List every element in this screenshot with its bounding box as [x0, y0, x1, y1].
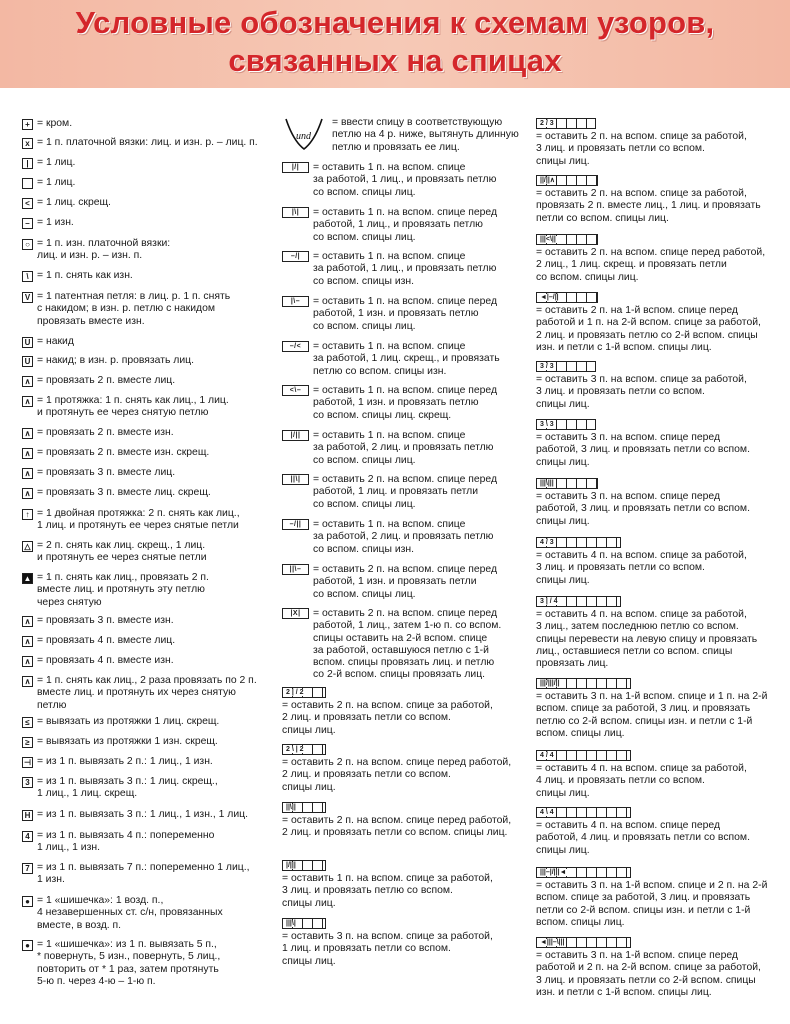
stitch-symbol-icon: ∧: [22, 376, 33, 387]
legend-item: [22, 355, 194, 367]
cable-symbol-icon: –/||: [282, 519, 309, 530]
legend-description: = 1 лиц.: [37, 177, 76, 188]
legend-description: = провязать 2 п. вместе лиц.: [37, 375, 176, 386]
legend-description: = 1 п. платочной вязки: лиц. и изн. р. – лиц. п.: [37, 137, 258, 148]
stitch-symbol-icon: ●: [22, 940, 33, 951]
legend-item: [282, 687, 493, 737]
legend-description: = 1 п. снять как лиц., провязать 2 п. вместе лиц. и протянуть эту петлю через снятую: [37, 572, 209, 608]
legend-item: [536, 750, 747, 800]
legend-description: = провязать 3 п. вместе лиц. скрещ.: [37, 487, 211, 498]
legend-item: [22, 467, 175, 479]
cable-symbol-icon: <\–: [282, 385, 309, 396]
cable-symbol-icon: 2 | / 2: [282, 687, 326, 698]
legend-description: = из 1 п. вывязать 2 п.: 1 лиц., 1 изн.: [37, 756, 213, 767]
cable-symbol-icon: ||/||∧: [536, 175, 598, 186]
legend-description: = оставить 1 п. на вспом. спице за работой, 2 лиц. и провязать петлю со вспом. спицы лиц.: [313, 430, 494, 466]
cable-symbol-icon: |||\|: [282, 918, 326, 929]
stitch-symbol-icon: U: [22, 337, 33, 348]
stitch-symbol-icon: <: [22, 198, 33, 209]
legend-item: [22, 375, 175, 387]
legend-item: [282, 162, 496, 199]
legend-description: = из 1 п. вывязать 3 п.: 1 лиц., 1 изн., 1 лиц.: [37, 809, 248, 820]
stitch-symbol-icon: U: [22, 356, 33, 367]
legend-description: = оставить 1 п. на вспом. спице за работой, 3 лиц. и провязать петлю со вспом. спицы лиц.: [282, 873, 493, 909]
legend-item: [282, 296, 497, 333]
legend-description: = оставить 4 п. на вспом. спице перед работой, 4 лиц. и провязать петли со вспом. спицы лиц.: [536, 820, 750, 856]
legend-item: [22, 675, 257, 712]
legend-description: = оставить 4 п. на вспом. спице за работой, 3 лиц. и провязать петли со вспом. спицы лиц.: [536, 550, 747, 586]
cable-symbol-icon: |\|: [282, 207, 309, 218]
stitch-symbol-icon: [22, 178, 33, 189]
legend-item: [22, 427, 174, 439]
legend-description: = кром.: [37, 118, 73, 129]
legend-item: [22, 137, 258, 149]
legend-description: = оставить 3 п. на вспом. спице за работой, 1 лиц. и провязать петли со вспом. спицы лиц.: [282, 931, 493, 967]
legend-item: [22, 862, 250, 887]
legend-item: [536, 175, 761, 225]
cable-symbol-icon: |/|: [282, 162, 309, 173]
legend-description: = 1 «шишечка»: 1 возд. п., 4 незавершенных ст. с/н, провязанных вместе, в возд. п.: [37, 895, 223, 931]
legend-description: = оставить 4 п. на вспом. спице за работой, 4 лиц. и провязать петли со вспом. спицы лиц.: [536, 763, 747, 799]
legend-description: = из 1 п. вывязать 3 п.: 1 лиц. скрещ., 1 лиц., 1 лиц. скрещ.: [37, 776, 218, 800]
legend-item: [282, 608, 501, 682]
cable-symbol-icon: –/|: [282, 251, 309, 262]
legend-description: = оставить 3 п. на вспом. спице за работой, 3 лиц. и провязать петли со вспом. спицы лиц.: [536, 374, 747, 410]
legend-item: [282, 918, 493, 968]
legend-item: [536, 292, 761, 354]
cable-symbol-icon: 3 / 3: [536, 361, 596, 372]
legend-item: [282, 564, 497, 601]
legend-description: = оставить 1 п. на вспом. спице за работой, 1 лиц., и провязать петлю со вспом. спицы лиц.: [313, 162, 497, 198]
legend-item: [22, 270, 133, 282]
legend-description: = провязать 3 п. вместе лиц.: [37, 467, 176, 478]
legend-description: = оставить 1 п. на вспом. спице перед работой, 1 изн. и провязать петлю со вспом. спицы лиц.: [313, 296, 498, 332]
legend-item: [22, 447, 209, 459]
cable-symbol-icon: |\–: [282, 296, 309, 307]
legend-item: [22, 291, 230, 328]
stitch-symbol-icon: △: [22, 541, 33, 552]
stitch-symbol-icon: V: [22, 292, 33, 303]
legend-description: = оставить 2 п. на вспом. спице за работой, 3 лиц. и провязать петли со вспом. спицы лиц.: [536, 131, 747, 167]
cable-symbol-icon: ||\|: [282, 474, 309, 485]
legend-item: [22, 809, 248, 821]
stitch-symbol-icon: ∧: [22, 676, 33, 687]
stitch-symbol-icon: ∧: [22, 636, 33, 647]
legend-description: = оставить 2 п. на вспом. спице за работой, провязать 2 п. вместе лиц., 1 лиц. и провязать петли со вспом. спицы лиц.: [536, 188, 761, 224]
legend-description: = 1 «шишечка»: из 1 п. вывязать 5 п., * повернуть, 5 изн., повернуть, 5 лиц., повторить от * 1 раз, затем протянуть 5-ю п. через 4-ю – 1-ю п.: [37, 939, 221, 987]
legend-item: [536, 678, 767, 740]
cable-symbol-icon: 4 / 3: [536, 537, 621, 548]
stitch-symbol-icon: x: [22, 138, 33, 149]
legend-description: = провязать 2 п. вместе изн.: [37, 427, 174, 438]
stitch-symbol-icon: ∧: [22, 428, 33, 439]
legend-item: [536, 537, 747, 587]
legend-item: [22, 508, 240, 533]
legend-description: = 1 лиц. скрещ.: [37, 197, 111, 208]
legend-description: = оставить 1 п. на вспом. спице за работой, 1 лиц., и провязать петлю со вспом. спицы изн.: [313, 251, 497, 287]
legend-description: = вывязать из протяжки 1 изн. скрещ.: [37, 736, 218, 747]
legend-item: [536, 361, 747, 411]
cable-symbol-icon: –/<: [282, 341, 309, 352]
legend-item: [22, 238, 170, 263]
legend-item: [282, 860, 493, 910]
cable-symbol-icon: 3 | / 4: [536, 596, 621, 607]
legend-description: = оставить 1 п. на вспом. спице перед работой, 1 изн. и провязать петлю со вспом. спицы лиц. скрещ.: [313, 385, 498, 421]
legend-description: = оставить 2 п. на вспом. спице перед работой, 1 изн. и провязать петли со вспом. спицы лиц.: [313, 564, 498, 600]
legend-item: [282, 519, 493, 556]
legend-item: [536, 867, 767, 929]
stitch-symbol-icon: ∧: [22, 468, 33, 479]
legend-description: = провязать 4 п. вместе изн.: [37, 655, 174, 666]
legend-description: = оставить 3 п. на 1-й вспом. спице и 1 п. на 2-й вспом. спице за работой, 3 лиц. и провязать петлю со 2-й вспом. спицы изн. и петли с 1-й вспом. спицы лиц.: [536, 691, 768, 739]
legend-description: = оставить 2 п. на 1-й вспом. спице перед работой и 1 п. на 2-й вспом. спице за работой, 2 лиц. и провязать петлю со 2-й вспом. спицы изн. и петли с 1-й вспом. спицы лиц.: [536, 305, 761, 353]
legend-item: [22, 756, 213, 768]
legend-description: = из 1 п. вывязать 7 п.: попеременно 1 лиц., 1 изн.: [37, 862, 250, 886]
legend-item: [22, 776, 218, 801]
legend-item: [22, 895, 223, 932]
cable-symbol-icon: |||–|/|||◄: [536, 867, 631, 878]
cable-symbol-icon: ||\–: [282, 564, 309, 575]
stitch-symbol-icon: 4: [22, 831, 33, 842]
stitch-symbol-icon: ▲: [23, 573, 32, 583]
legend-item: [536, 118, 747, 168]
legend-description: = 2 п. снять как лиц. скрещ., 1 лиц. и протянуть ее через снятые петли: [37, 540, 207, 564]
legend-item: [22, 615, 174, 627]
legend-item: [22, 830, 214, 855]
legend-description: = оставить 1 п. на вспом. спице за работой, 2 лиц. и провязать петлю со вспом. спицы изн.: [313, 519, 494, 555]
legend-item: [282, 385, 497, 422]
legend-item: [536, 234, 765, 284]
und-needle-icon: [282, 117, 328, 155]
cable-symbol-icon: |||/|||/||: [536, 678, 631, 689]
stitch-symbol-icon: 7: [22, 863, 33, 874]
legend-description: = оставить 2 п. на вспом. спице перед работой, 2 лиц. и провязать петли со вспом. спицы лиц.: [282, 757, 512, 793]
legend-item: [22, 197, 111, 209]
stitch-symbol-icon: ⊣: [22, 757, 33, 768]
legend-description: = провязать 3 п. вместе изн.: [37, 615, 174, 626]
svg-text:und: und: [296, 131, 311, 142]
legend-description: = накид; в изн. р. провязать лиц.: [37, 355, 194, 366]
legend-item: [282, 207, 497, 244]
legend-item: [282, 744, 511, 794]
legend-item: [22, 177, 75, 189]
cable-symbol-icon: 4 / 4: [536, 750, 631, 761]
legend-item: [536, 937, 761, 999]
cable-symbol-icon: 4 \ 4: [536, 807, 631, 818]
stitch-symbol-icon: |: [22, 158, 33, 169]
page-title-line1: Условные обозначения к схемам узоров,: [75, 5, 715, 40]
legend-description: = оставить 1 п. на вспом. спице перед работой, 1 лиц., и провязать петлю со вспом. спицы лиц.: [313, 207, 498, 243]
legend-description: = провязать 4 п. вместе лиц.: [37, 635, 176, 646]
legend-description: = оставить 3 п. на вспом. спице перед работой, 3 лиц. и провязать петли со вспом. спицы лиц.: [536, 491, 750, 527]
legend-description: = 1 патентная петля: в лиц. р. 1 п. снять с накидом; в изн. р. петлю с накидом провязать вместе изн.: [37, 291, 231, 327]
stitch-symbol-icon: ●: [22, 896, 33, 907]
legend-description: = оставить 1 п. на вспом. спице за работой, 1 лиц. скрещ., и провязать петлю со вспом. спицы изн.: [313, 341, 500, 377]
legend-item: [282, 251, 496, 288]
legend-item: [282, 802, 511, 840]
legend-item: [22, 217, 74, 229]
legend-item: [22, 395, 229, 420]
cable-symbol-icon: |||\|||: [536, 478, 598, 489]
cable-symbol-icon: |/|||: [282, 860, 326, 871]
stitch-symbol-icon: ∧: [22, 488, 33, 499]
legend-description: = накид: [37, 336, 74, 347]
stitch-symbol-icon: ≤: [22, 717, 33, 728]
cable-symbol-icon: ||\||: [282, 802, 326, 813]
legend-description: = оставить 4 п. на вспом. спице за работой, 3 лиц., затем последнюю петлю со вспом. спицы перевести на левую спицу и провязать лиц., оставшиеся петли со вспом. спицы провязать лиц.: [536, 609, 758, 670]
legend-item: [282, 341, 500, 378]
legend-item: [22, 157, 75, 169]
legend-description: = 1 двойная протяжка: 2 п. снять как лиц., 1 лиц. и протянуть ее через снятые петли: [37, 508, 240, 532]
cable-symbol-icon: |||<\||: [536, 234, 598, 245]
legend-description: = 1 протяжка: 1 п. снять как лиц., 1 лиц. и протянуть ее через снятую петлю: [37, 395, 229, 419]
legend-description: = оставить 2 п. на вспом. спице за работой, 2 лиц. и провязать петли со вспом. спицы лиц.: [282, 700, 493, 736]
cable-symbol-icon: 3 \ 3: [536, 419, 596, 430]
legend-item: [22, 336, 74, 348]
legend-description: = ввести спицу в соответствующую петлю на 4 р. ниже, вытянуть длинную петлю и провязать ее лиц.: [332, 117, 519, 153]
legend-description: = оставить 2 п. на вспом. спице перед работой, 2 лиц. и провязать петли со вспом. спицы лиц.: [282, 815, 512, 839]
legend-item: [282, 117, 519, 155]
legend-description: = 1 изн.: [37, 217, 74, 228]
legend-description: = 1 п. снять как лиц., 2 раза провязать по 2 п. вместе лиц. и протянуть их через снятую петлю: [37, 675, 257, 711]
legend-item: [282, 474, 497, 511]
legend-description: = 1 лиц.: [37, 157, 76, 168]
stitch-symbol-icon: 3: [22, 777, 33, 788]
page-header: [0, 0, 790, 88]
stitch-symbol-icon: ∧: [22, 616, 33, 627]
legend-description: = из 1 п. вывязать 4 п.: попеременно 1 лиц., 1 изн.: [37, 830, 215, 854]
legend-item: [22, 655, 174, 667]
legend-description: = оставить 2 п. на вспом. спице перед работой, 2 лиц., 1 лиц. скрещ. и провязать петли со вспом. спицы лиц.: [536, 247, 766, 283]
cable-symbol-icon: ◄|–/||: [536, 292, 598, 303]
stitch-symbol-icon: ○: [22, 239, 33, 250]
stitch-symbol-icon: H: [22, 810, 33, 821]
cable-symbol-icon: |/||: [282, 430, 309, 441]
legend-item: [282, 430, 493, 467]
legend-item: [22, 487, 211, 499]
legend-description: = оставить 3 п. на 1-й вспом. спице перед работой и 2 п. на 2-й вспом. спице за работой, 3 лиц. и провязать петли со 2-й вспом. спицы изн. и петли с 1-й вспом. спицы лиц.: [536, 950, 761, 998]
legend-item: [22, 939, 220, 988]
legend-description: = оставить 3 п. на вспом. спице перед работой, 3 лиц. и провязать петли со вспом. спицы лиц.: [536, 432, 750, 468]
stitch-symbol-icon: ∧: [22, 448, 33, 459]
legend-item: [22, 716, 219, 728]
legend-description: = 1 п. снять как изн.: [37, 270, 133, 281]
legend-item: [536, 419, 750, 469]
legend-item: [22, 572, 209, 609]
page-title-line2: связанных на спицах: [228, 43, 562, 78]
cable-symbol-icon: 2 \ | 2: [282, 744, 326, 755]
legend-description: = вывязать из протяжки 1 лиц. скрещ.: [37, 716, 220, 727]
legend-description: = оставить 2 п. на вспом. спице перед работой, 1 лиц., затем 1-ю п. со вспом. спицы оставить на 2-й вспом. спице за работой, оставшуюся петлю с 1-й вспом. спицы провязать лиц. и петлю со 2-й вспом. спицы провязать лиц.: [313, 608, 502, 681]
legend-item: [536, 596, 757, 670]
stitch-symbol-icon: \: [22, 271, 33, 282]
cable-symbol-icon: |X|: [282, 608, 309, 619]
stitch-symbol-icon: ∧: [22, 656, 33, 667]
legend-item: [22, 736, 218, 748]
legend-item: [536, 478, 750, 528]
cable-symbol-icon: 2 / 3: [536, 118, 596, 129]
legend-description: = провязать 2 п. вместе изн. скрещ.: [37, 447, 210, 458]
stitch-symbol-icon: ↑: [22, 509, 33, 520]
legend-item: [22, 540, 207, 565]
legend-item: [536, 807, 750, 857]
stitch-symbol-icon: –: [22, 218, 33, 229]
stitch-symbol-icon: +: [22, 119, 33, 130]
legend-description: = оставить 2 п. на вспом. спице перед работой, 1 лиц. и провязать петли со вспом. спицы лиц.: [313, 474, 498, 510]
legend-item: [22, 118, 72, 130]
legend-description: = оставить 3 п. на 1-й вспом. спице и 2 п. на 2-й вспом. спице за работой, 3 лиц. и провязать петли со 2-й вспом. спицы изн. и петли с 1-й вспом. спицы лиц.: [536, 880, 768, 928]
stitch-symbol-icon: ≥: [22, 737, 33, 748]
stitch-symbol-icon: ∧: [22, 396, 33, 407]
cable-symbol-icon: ◄|||–\|||: [536, 937, 631, 948]
legend-description: = 1 п. изн. платочной вязки: лиц. и изн. р. – изн. п.: [37, 238, 171, 262]
legend-item: [22, 635, 175, 647]
